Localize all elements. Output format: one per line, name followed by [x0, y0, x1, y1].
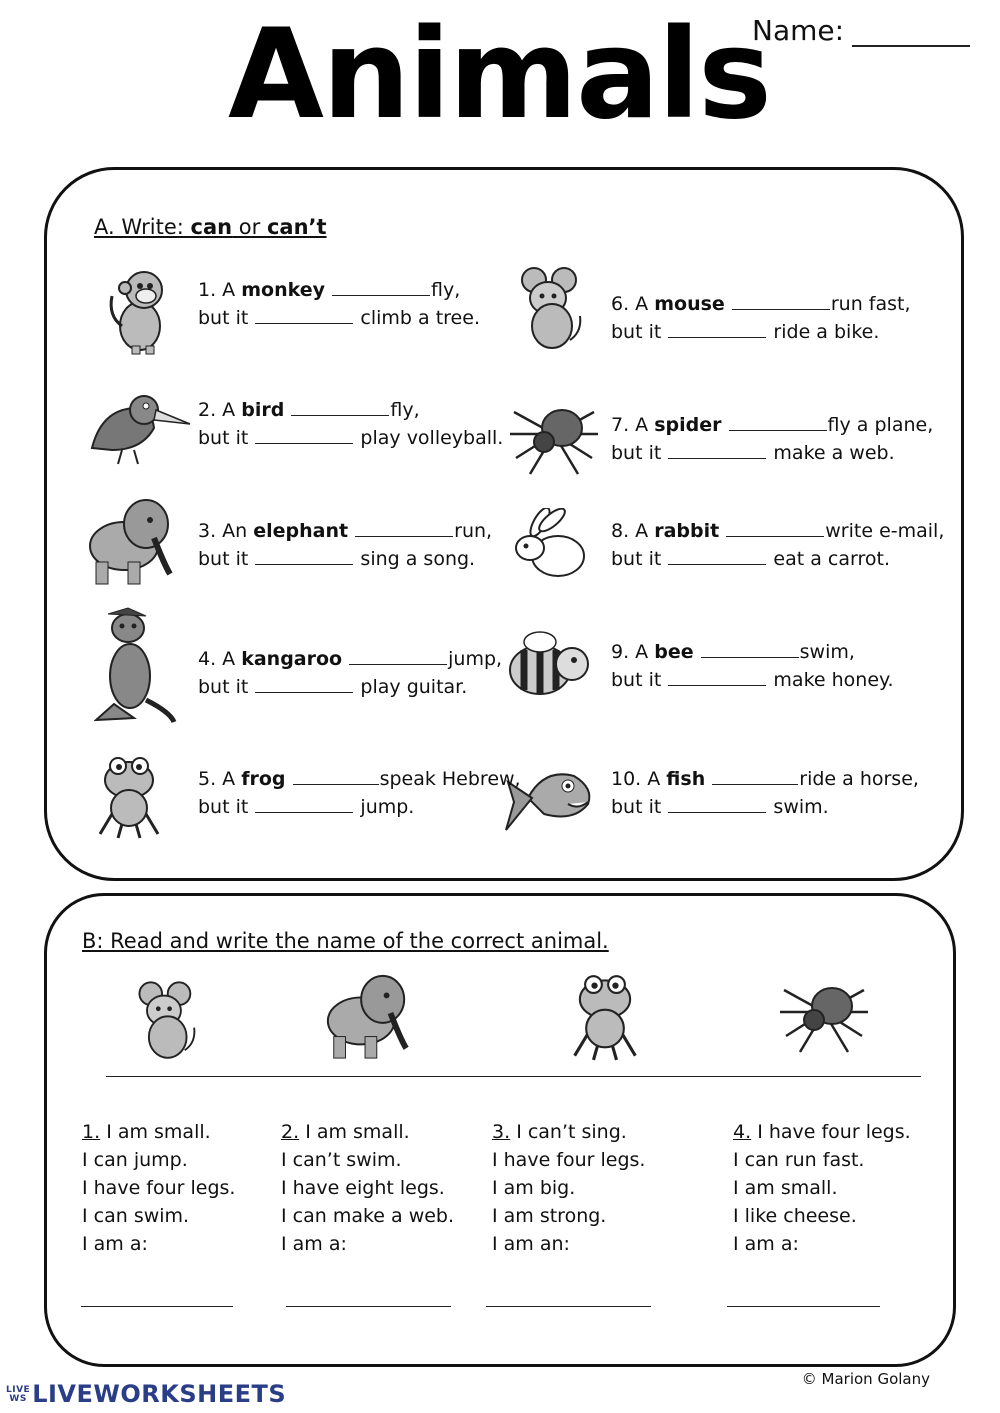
riddle-4: 4. I have four legs. I can run fast. I am small. I like cheese. I am a: — [733, 1121, 911, 1255]
logo-mark: LIVE WS — [6, 1385, 31, 1404]
answer-blank[interactable] — [332, 277, 430, 296]
bee-icon — [500, 628, 594, 702]
riddle-1: 1. I am small. I can jump. I have four legs. I can swim. I am a: — [82, 1121, 236, 1255]
answer-blank[interactable] — [668, 667, 766, 686]
bird-icon — [82, 388, 192, 466]
exercise-9: 9. A bee swim, but it make honey. — [611, 641, 894, 691]
exercise-3: 3. An elephant run, but it sing a song. — [198, 520, 493, 570]
rabbit-icon — [510, 508, 590, 582]
section-b-heading: B: Read and write the name of the correct animal. — [82, 929, 609, 953]
riddle-3: 3. I can’t sing. I have four legs. I am big. I am strong. I am an: — [492, 1121, 646, 1255]
answer-blank[interactable] — [712, 766, 798, 785]
answer-blank[interactable] — [255, 546, 353, 565]
answer-line-3[interactable] — [486, 1306, 651, 1307]
answer-line-4[interactable] — [727, 1306, 880, 1307]
answer-blank[interactable] — [255, 425, 353, 444]
mouse-icon — [512, 266, 582, 352]
answer-blank[interactable] — [729, 412, 827, 431]
exercise-7: 7. A spider fly a plane, but it make a web. — [611, 414, 934, 464]
frog-icon — [570, 972, 640, 1062]
kangaroo-icon — [94, 604, 178, 726]
section-a-heading: A. Write: can or can’t — [94, 215, 327, 239]
answer-blank[interactable] — [668, 794, 766, 813]
answer-blank[interactable] — [349, 646, 447, 665]
answer-blank[interactable] — [668, 546, 766, 565]
answer-blank[interactable] — [668, 440, 766, 459]
exercise-10: 10. A fish ride a horse, but it swim. — [611, 768, 919, 818]
spider-icon — [778, 964, 870, 1060]
logo-text: LIVEWORKSHEETS — [32, 1380, 287, 1408]
monkey-icon — [100, 266, 180, 356]
answer-blank[interactable] — [255, 674, 353, 693]
riddle-2: 2. I am small. I can’t swim. I have eight legs. I can make a web. I am a: — [281, 1121, 455, 1255]
spider-icon — [508, 392, 600, 476]
exercise-2: 2. A bird fly, but it play volleyball. — [198, 399, 504, 449]
exercise-6: 6. A mouse run fast, but it ride a bike. — [611, 293, 911, 343]
answer-blank[interactable] — [355, 518, 453, 537]
elephant-icon — [322, 970, 412, 1064]
copyright-text: © Marion Golany — [801, 1370, 930, 1388]
elephant-icon — [84, 494, 176, 590]
name-field[interactable] — [752, 14, 970, 47]
answer-line-2[interactable] — [286, 1306, 451, 1307]
answer-blank[interactable] — [701, 639, 799, 658]
answer-blank[interactable] — [293, 766, 379, 785]
answer-blank[interactable] — [291, 397, 389, 416]
exercise-5: 5. A frog speak Hebrew, but it jump. — [198, 768, 521, 818]
name-blank[interactable] — [852, 19, 970, 47]
answer-blank[interactable] — [726, 518, 824, 537]
exercise-1: 1. A monkey fly, but it climb a tree. — [198, 279, 480, 329]
mouse-icon — [130, 980, 196, 1062]
liveworksheets-logo[interactable] — [6, 1380, 286, 1408]
answer-blank[interactable] — [668, 319, 766, 338]
answer-line-1[interactable] — [81, 1306, 233, 1307]
worksheet-title: Animals — [228, 3, 770, 147]
answer-blank[interactable] — [255, 305, 353, 324]
name-label: Name: — [752, 14, 845, 47]
answer-blank[interactable] — [732, 291, 830, 310]
exercise-8: 8. A rabbit write e-mail, but it eat a carrot. — [611, 520, 945, 570]
answer-blank[interactable] — [255, 794, 353, 813]
exercise-4: 4. A kangaroo jump, but it play guitar. — [198, 648, 503, 698]
divider-line — [106, 1076, 921, 1077]
frog-icon — [96, 754, 162, 840]
